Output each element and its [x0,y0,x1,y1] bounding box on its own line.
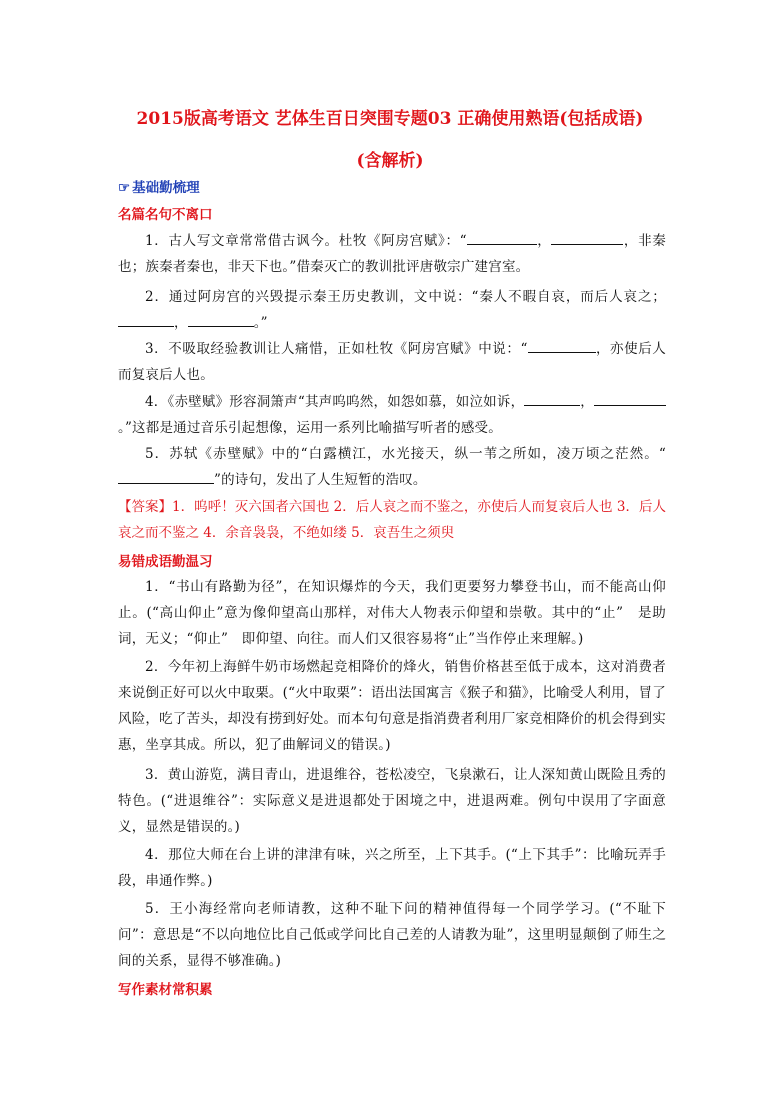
fill-blank[interactable] [118,312,174,327]
document-title-line1: 2015版高考语文 艺体生百日突围专题03 正确使用熟语(包括成语) [136,109,644,129]
error-item-3: 3．黄山游览，满目青山，进退维谷，苍松凌空，飞泉漱石，让人深知黄山既险且秀的特色。(“进退维谷”：实际意义是进退都处于困境之中，进退两难。例句中误用了字面意义，显然是错误的。) [118,767,666,835]
famous-item-1: 1．古人写文章常常借古讽今。杜牧《阿房宫赋》：“ ， ，非秦也；族秦者秦也，非天下也。”借秦灭亡的教训批评唐敬宗广建宫室。 [118,228,666,280]
famous-item-2: 2．通过阿房宫的兴毁提示秦王历史教训，文中说：“秦人不暇自哀，而后人哀之；， 。” [118,284,666,336]
section-heading-errors: 易错成语勤温习 [118,554,213,570]
document-title-line2: (含解析) [356,151,424,171]
error-item-4: 4．那位大师在台上讲的津津有味，兴之所至，上下其手。(“上下其手”：比喻玩弄手段，串通作弊。) [118,847,666,889]
section-heading-basic [118,176,200,196]
fill-blank[interactable] [594,391,666,406]
section-heading-basic-label: 基础勤梳理 [132,180,200,196]
answer-block: 【答案】1．呜呼！灭六国者六国也 2．后人哀之而不鉴之，亦使后人而复哀后人也 3．后人哀之而不鉴之 4．余音袅袅，不绝如缕 5．哀吾生之须臾 [118,499,666,541]
fill-blank[interactable] [118,469,214,484]
pointing-hand-icon: ☞ [118,180,131,196]
error-item-1: 1．“书山有路勤为径”，在知识爆炸的今天，我们更要努力攀登书山，而不能高山仰止。(“高山仰止”意为像仰望高山那样，对伟大人物表示仰望和崇敬。其中的“止” 是助词，无义；“仰止” 即仰望、向往。而人们又很容易将“止”当作停止来理解。) [118,579,666,647]
error-item-5: 5．王小海经常向老师请教，这种不耻下问的精神值得每一个同学学习。(“不耻下问”：意思是“不以向地位比自己低或学问比自己差的人请教为耻”，这里明显颠倒了师生之间的关系，显得不够准确。) [118,901,666,969]
famous-item-5: 5．苏轼《赤壁赋》中的“白露横江，水光接天，纵一苇之所如，凌万顷之茫然。“”的诗句，发出了人生短暂的浩叹。 [118,441,666,493]
fill-blank[interactable] [528,338,596,353]
fill-blank[interactable] [551,230,623,245]
section-heading-famous: 名篇名句不离口 [118,207,213,223]
fill-blank[interactable] [188,312,254,327]
error-item-2: 2．今年初上海鲜牛奶市场燃起竞相降价的烽火，销售价格甚至低于成本，这对消费者来说倒正好可以火中取栗。(“火中取栗”：语出法国寓言《猴子和猫》，比喻受人利用，冒了风险，吃了苦头，却没有捞到好处。而本句句意是指消费者利用厂家竞相降价的机会得到实惠，坐享其成。所以，犯了曲解词义的错误。) [118,659,666,753]
section-heading-writing: 写作素材常积累 [118,982,213,998]
fill-blank[interactable] [467,230,537,245]
famous-item-3: 3．不吸取经验教训让人痛惜，正如杜牧《阿房宫赋》中说：“ ，亦使后人而复哀后人也。 [118,336,666,388]
fill-blank[interactable] [524,391,580,406]
famous-item-4: 4．《赤壁赋》形容洞箫声“其声呜呜然，如怨如慕，如泣如诉， ，。”这都是通过音乐引起想像，运用一系列比喻描写听者的感受。 [118,389,666,441]
